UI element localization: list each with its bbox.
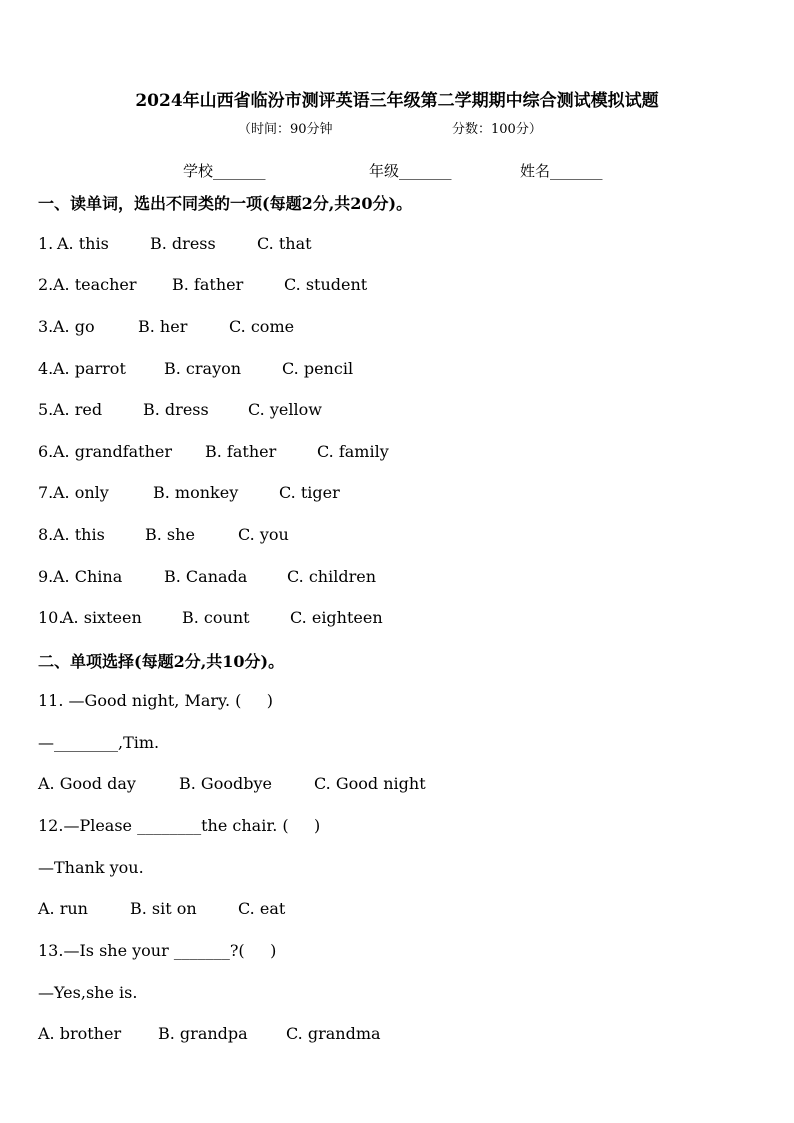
option-b: B. grandpa	[158, 1024, 248, 1043]
option-b: B. count	[182, 608, 250, 627]
question-stem: 13.—Is she your _______?( )	[38, 941, 277, 960]
option-b: B. dress	[143, 400, 209, 419]
question-number: 5.	[38, 400, 54, 419]
question-number: 7.	[38, 483, 54, 502]
question-number: 1.	[38, 234, 54, 253]
option-a: A. teacher	[53, 275, 137, 294]
option-b: B. father	[205, 442, 277, 461]
option-a: A. go	[53, 317, 95, 336]
option-a: A. parrot	[53, 359, 126, 378]
option-c: C. children	[287, 567, 377, 586]
option-c: C. tiger	[279, 483, 340, 502]
option-b: B. monkey	[153, 483, 239, 502]
total-score: 分数：100分）	[452, 122, 542, 137]
section2-heading: 二、单项选择(每题2分,共10分)。	[38, 652, 285, 671]
section1-heading: 一、读单词，选出不同类的一项(每题2分,共20分)。	[38, 194, 413, 213]
option-c: C. that	[257, 234, 312, 253]
option-b: B. dress	[150, 234, 216, 253]
option-b: B. father	[172, 275, 244, 294]
question-number: 3.	[38, 317, 54, 336]
option-b: B. her	[138, 317, 188, 336]
question-stem: 11. —Good night, Mary. ( )	[38, 691, 274, 710]
option-c: C. Good night	[314, 774, 426, 793]
page-title: 2024年山西省临汾市测评英语三年级第二学期期中综合测试模拟试题	[135, 91, 659, 111]
option-b: B. sit on	[130, 899, 197, 918]
option-b: B. crayon	[164, 359, 242, 378]
question-number: 8.	[38, 525, 54, 544]
question-reply: —________,Tim.	[38, 733, 160, 752]
question-number: 9.	[38, 567, 54, 586]
option-a: A. grandfather	[53, 442, 173, 461]
option-a: A. brother	[38, 1024, 122, 1043]
option-b: B. Canada	[164, 567, 248, 586]
option-a: A. this	[53, 525, 105, 544]
option-c: C. family	[317, 442, 389, 461]
option-c: C. yellow	[248, 400, 322, 419]
question-number: 10.	[38, 608, 64, 627]
school-field: 学校_______	[183, 162, 266, 180]
question-reply: —Yes,she is.	[38, 983, 138, 1002]
option-c: C. eighteen	[290, 608, 383, 627]
question-number: 6.	[38, 442, 54, 461]
option-c: C. pencil	[282, 359, 354, 378]
option-b: B. Goodbye	[179, 774, 272, 793]
name-field: 姓名_______	[520, 162, 603, 180]
option-a: A. sixteen	[62, 608, 142, 627]
option-a: A. Good day	[38, 774, 136, 793]
grade-field: 年级_______	[369, 162, 452, 180]
option-a: A. only	[53, 483, 109, 502]
question-number: 4.	[38, 359, 54, 378]
option-c: C. come	[229, 317, 295, 336]
option-c: C. you	[238, 525, 289, 544]
question-reply: —Thank you.	[38, 858, 144, 877]
option-c: C. eat	[238, 899, 286, 918]
option-a: A. red	[53, 400, 103, 419]
time-limit: （时间：90分钟	[238, 122, 333, 137]
option-a: A. this	[57, 234, 109, 253]
option-c: C. grandma	[286, 1024, 381, 1043]
option-a: A. run	[38, 899, 88, 918]
option-c: C. student	[284, 275, 368, 294]
question-number: 2.	[38, 275, 54, 294]
option-a: A. China	[53, 567, 123, 586]
option-b: B. she	[145, 525, 195, 544]
question-stem: 12.—Please ________the chair. ( )	[38, 816, 321, 835]
